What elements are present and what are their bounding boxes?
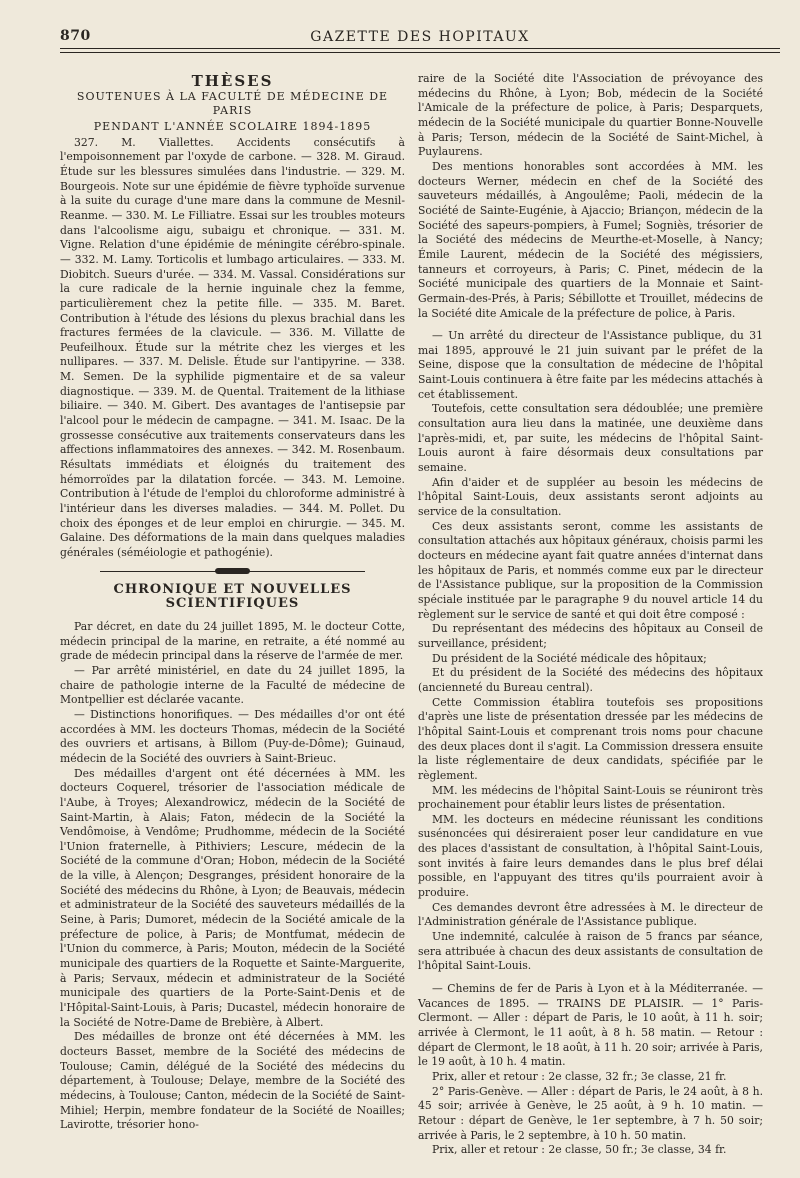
right-column	[418, 72, 763, 1158]
paragraph: Ces demandes devront être adressées à M. le directeur de l'Administration générale de l'Assistance publique.	[418, 900, 763, 929]
paragraph: MM. les docteurs en médecine réunissant les conditions susénoncées qui désireraient poser leur candidature en vue des places d'assistant de consultation, à l'hôpital Saint-Louis, sont invités à faire leurs demandes dans le plus bref délai possible, en l'appuyant des titres qu'ils pourraient avoir à produire.	[418, 812, 763, 900]
paragraph: Cette Commission établira toutefois ses propositions d'après une liste de présentation dressée par les médecins de l'hôpital Saint-Louis et comprenant trois noms pour chacune des deux places dont il s'agit. La Commission dressera ensuite la liste réglementaire de deux candidats, spécifiée par le règlement.	[418, 695, 763, 782]
paragraph: Des médailles d'argent ont été décernées à MM. les docteurs Coquerel, trésorier de l'association médicale de l'Aube, à Troyes; Alexandrowicz, médecin de la Société de Saint-Martin, à Alais; Faton, médecin de la Société la Vendômoise, à Vendôme; Prudhomme, médecin de la Société l'Union fraternelle, à Pithiviers; Lescure, médecin de la Société de la commune d'Oran; Hobon, médecin de la Société de la ville, à Alençon; Desgranges, président honoraire de la Société des médecins du Rhône, à Lyon; de Beauvais, médecin et administrateur de la Société des sauveteurs médaillés de la Seine, à Paris; Dumoret, médecin de la Société amicale de la préfecture de police, à Paris; de Montfumat, médecin de l'Union du commerce, à Paris; Mouton, médecin de la Société municipale des quartiers de la Roquette et Sainte-Marguerite, à Paris; Servaux, médecin et administrateur de la Société municipale des quartiers de la Porte-Saint-Denis et de l'Hôpital-Saint-Louis, à Paris; Ducastel, médecin honoraire de la Société de Notre-Dame de Brebière, à Albert.	[60, 766, 405, 1029]
paragraph: — Par arrêté ministériel, en date du 24 juillet 1895, la chaire de pathologie interne de la Faculté de médecine de Montpellier est déclarée vacante.	[60, 663, 405, 707]
paragraph: 2° Paris-Genève. — Aller : départ de Paris, le 24 août, à 8 h. 45 soir; arrivée à Genève, le 25 août, à 9 h. 10 matin. — Retour : départ de Genève, le 1er septembre, à 7 h. 50 soir; arrivée à Paris, le 2 septembre, à 10 h. 50 matin.	[418, 1084, 763, 1142]
left-column	[60, 72, 405, 1133]
paragraph: Ces deux assistants seront, comme les assistants de consultation attachés aux hôpitaux généraux, choisis parmi les docteurs en médecine ayant fait quatre années d'internat dans les hôpitaux de Paris, et nommés comme eux par le directeur de l'Assistance publique, sur la proposition de la Commission spéciale instituée par le paragraphe 9 du nouvel article 14 du règlement sur le service de santé et qui doit être composé :	[418, 519, 763, 621]
page-header	[60, 28, 780, 68]
paragraph: MM. les médecins de l'hôpital Saint-Louis se réuniront très prochainement pour établir leurs listes de présentation.	[418, 783, 763, 812]
theses-title: THÈSES	[191, 72, 274, 90]
header-rule	[60, 52, 780, 53]
theses-list: 327. M. Viallettes. Accidents consécutifs à l'empoisonnement par l'oxyde de carbone. — 328. M. Giraud. Étude sur les blessures simulées dans l'industrie. — 329. M. Bourgeois. Note sur une épidémie de fièvre typhoïde survenue à la suite du curage d'une mare dans la commune de Mesnil-Reanme. — 330. M. Le Filliatre. Essai sur les troubles moteurs dans l'alcoolisme aigu, subaigu et chronique. — 331. M. Vigne. Relation d'une épidémie de méningite cérébro-spinale. — 332. M. Lamy. Torticolis et lumbago articulaires. — 333. M. Diobitch. Sueurs d'urée. — 334. M. Vassal. Considérations sur la cure radicale de la hernie inguinale chez la femme, particulièrement chez la petite fille. — 335. M. Baret. Contribution à l'étude des lésions du plexus brachial dans les fractures fermées de la clavicule. — 336. M. Villatte de Peufeilhoux. Étude sur la métrite chez les vierges et les nullipares. — 337. M. Delisle. Étude sur l'antipyrine. — 338. M. Semen. De la syphilide pigmentaire et de sa valeur diagnostique. — 339. M. de Quental. Traitement de la lithiase biliaire. — 340. M. Gibert. Des avantages de l'antisepsie par l'alcool pour le médecin de campagne. — 341. M. Isaac. De la grossesse consécutive aux traitements conservateurs dans les affections inflammatoires des annexes. — 342. M. Rosenbaum. Résultats immédiats et éloignés du traitement des hémorroïdes par la dilatation forcée. — 343. M. Lemoine. Contribution à l'étude de l'emploi du chloroforme administré à l'intérieur dans les diverses maladies. — 344. M. Pollet. Du choix des éponges et de leur emploi en chirurgie. — 345. M. Galaine. Des déformations de la main dans quelques maladies générales (séméiologie et pathogénie).	[60, 135, 405, 559]
header-rule	[60, 48, 780, 49]
paragraph: Afin d'aider et de suppléer au besoin les médecins de l'hôpital Saint-Louis, deux assistants seront adjoints au service de la consultation.	[418, 475, 763, 519]
railway-notice: — Chemins de fer de Paris à Lyon et à la Méditerranée. — Vacances de 1895. — TRAINS DE PLAISIR. — 1° Paris-Clermont. — Aller : départ de Paris, le 10 août, à 11 h. soir; arrivée à Clermont, le 11 août, à 8 h. 58 matin. — Retour : départ de Clermont, le 18 août, à 11 h. 20 soir; arrivée à Paris, le 19 août, à 10 h. 4 matin.	[418, 982, 763, 1069]
section-divider	[60, 567, 405, 575]
paragraph: — Un arrêté du directeur de l'Assistance publique, du 31 mai 1895, approuvé le 21 juin suivant par le préfet de la Seine, dispose que la consultation de médecine de l'hôpital Saint-Louis continuera à être faite par les médecins attachés à cet établissement.	[418, 329, 763, 401]
paragraph: — Distinctions honorifiques. — Des médailles d'or ont été accordées à MM. les docteurs Thomas, médecin de la Société des ouvriers et artisans, à Billom (Puy-de-Dôme); Guinaud, médecin de la Société des ouvriers à Saint-Brieuc.	[60, 707, 405, 765]
running-head: GAZETTE DES HOPITAUX	[310, 29, 530, 45]
chronique-title: CHRONIQUE ET NOUVELLES SCIENTIFIQUES	[113, 581, 352, 612]
theses-subtitle: PENDANT L'ANNÉE SCOLAIRE 1894-1895	[93, 119, 372, 133]
page-number: 870	[60, 28, 91, 44]
paragraph: raire de la Société dite l'Association de prévoyance des médecins du Rhône, à Lyon; Bob, médecin de la Société l'Amicale de la préfecture de police, à Paris; Desparquets, médecin de la Société municipale du quartier Bonne-Nouvelle à Paris; Terson, médecin de la Société de Saint-Michel, à Puylaurens.	[418, 72, 763, 159]
paragraph: Prix, aller et retour : 2e classe, 32 fr.; 3e classe, 21 fr.	[432, 1069, 727, 1083]
paragraph: Des mentions honorables sont accordées à MM. les docteurs Werner, médecin en chef de la Société des sauveteurs médaillés, à Angoulême; Paoli, médecin de la Société de Sainte-Eugénie, à Ajaccio; Briançon, médecin de la Société des sapeurs-pompiers, à Fumel; Sogniès, trésorier de la Société des médecins de Meurthe-et-Moselle, à Nancy; Émile Laurent, médecin de la Société des mégissiers, tanneurs et corroyeurs, à Paris; C. Pinet, médecin de la Société municipale des quartiers de la Monnaie et Saint-Germain-des-Prés, à Paris; Sébillotte et Trouillet, médecins de la Société dite Amicale de la préfecture de police, à Paris.	[418, 159, 763, 320]
paragraph: Des médailles de bronze ont été décernées à MM. les docteurs Basset, membre de la Société des médecins de Toulouse; Camin, délégué de la Société des médecins du département, à Toulouse; Delaye, membre de la Société des médecins, à Toulouse; Canton, médecin de la Société de Saint-Mihiel; Herpin, membre fondateur de la Société de Noailles; Lavirotte, trésorier hono-	[60, 1030, 405, 1132]
paragraph: Toutefois, cette consultation sera dédoublée; une première consultation aura lieu dans la matinée, une deuxième dans l'après-midi, et, par suite, les médecins de l'hôpital Saint-Louis auront à faire désormais deux consultations par semaine.	[418, 402, 763, 475]
paragraph: Par décret, en date du 24 juillet 1895, M. le docteur Cotte, médecin principal de la marine, en retraite, a été nommé au grade de médecin principal dans la réserve de l'armée de mer.	[60, 619, 405, 663]
paragraph: Du président de la Société médicale des hôpitaux;	[432, 651, 707, 665]
paragraph: Prix, aller et retour : 2e classe, 50 fr.; 3e classe, 34 fr.	[432, 1143, 727, 1157]
paragraph: Et du président de la Société des médecins des hôpitaux (ancienneté du Bureau central).	[418, 666, 763, 694]
theses-subtitle: SOUTENUES À LA FACULTÉ DE MÉDECINE DE PARIS	[76, 89, 389, 118]
paragraph: Du représentant des médecins des hôpitaux au Conseil de surveillance, président;	[418, 622, 763, 650]
paragraph: Une indemnité, calculée à raison de 5 francs par séance, sera attribuée à chacun des deux assistants de consultation de l'hôpital Saint-Louis.	[418, 930, 763, 973]
